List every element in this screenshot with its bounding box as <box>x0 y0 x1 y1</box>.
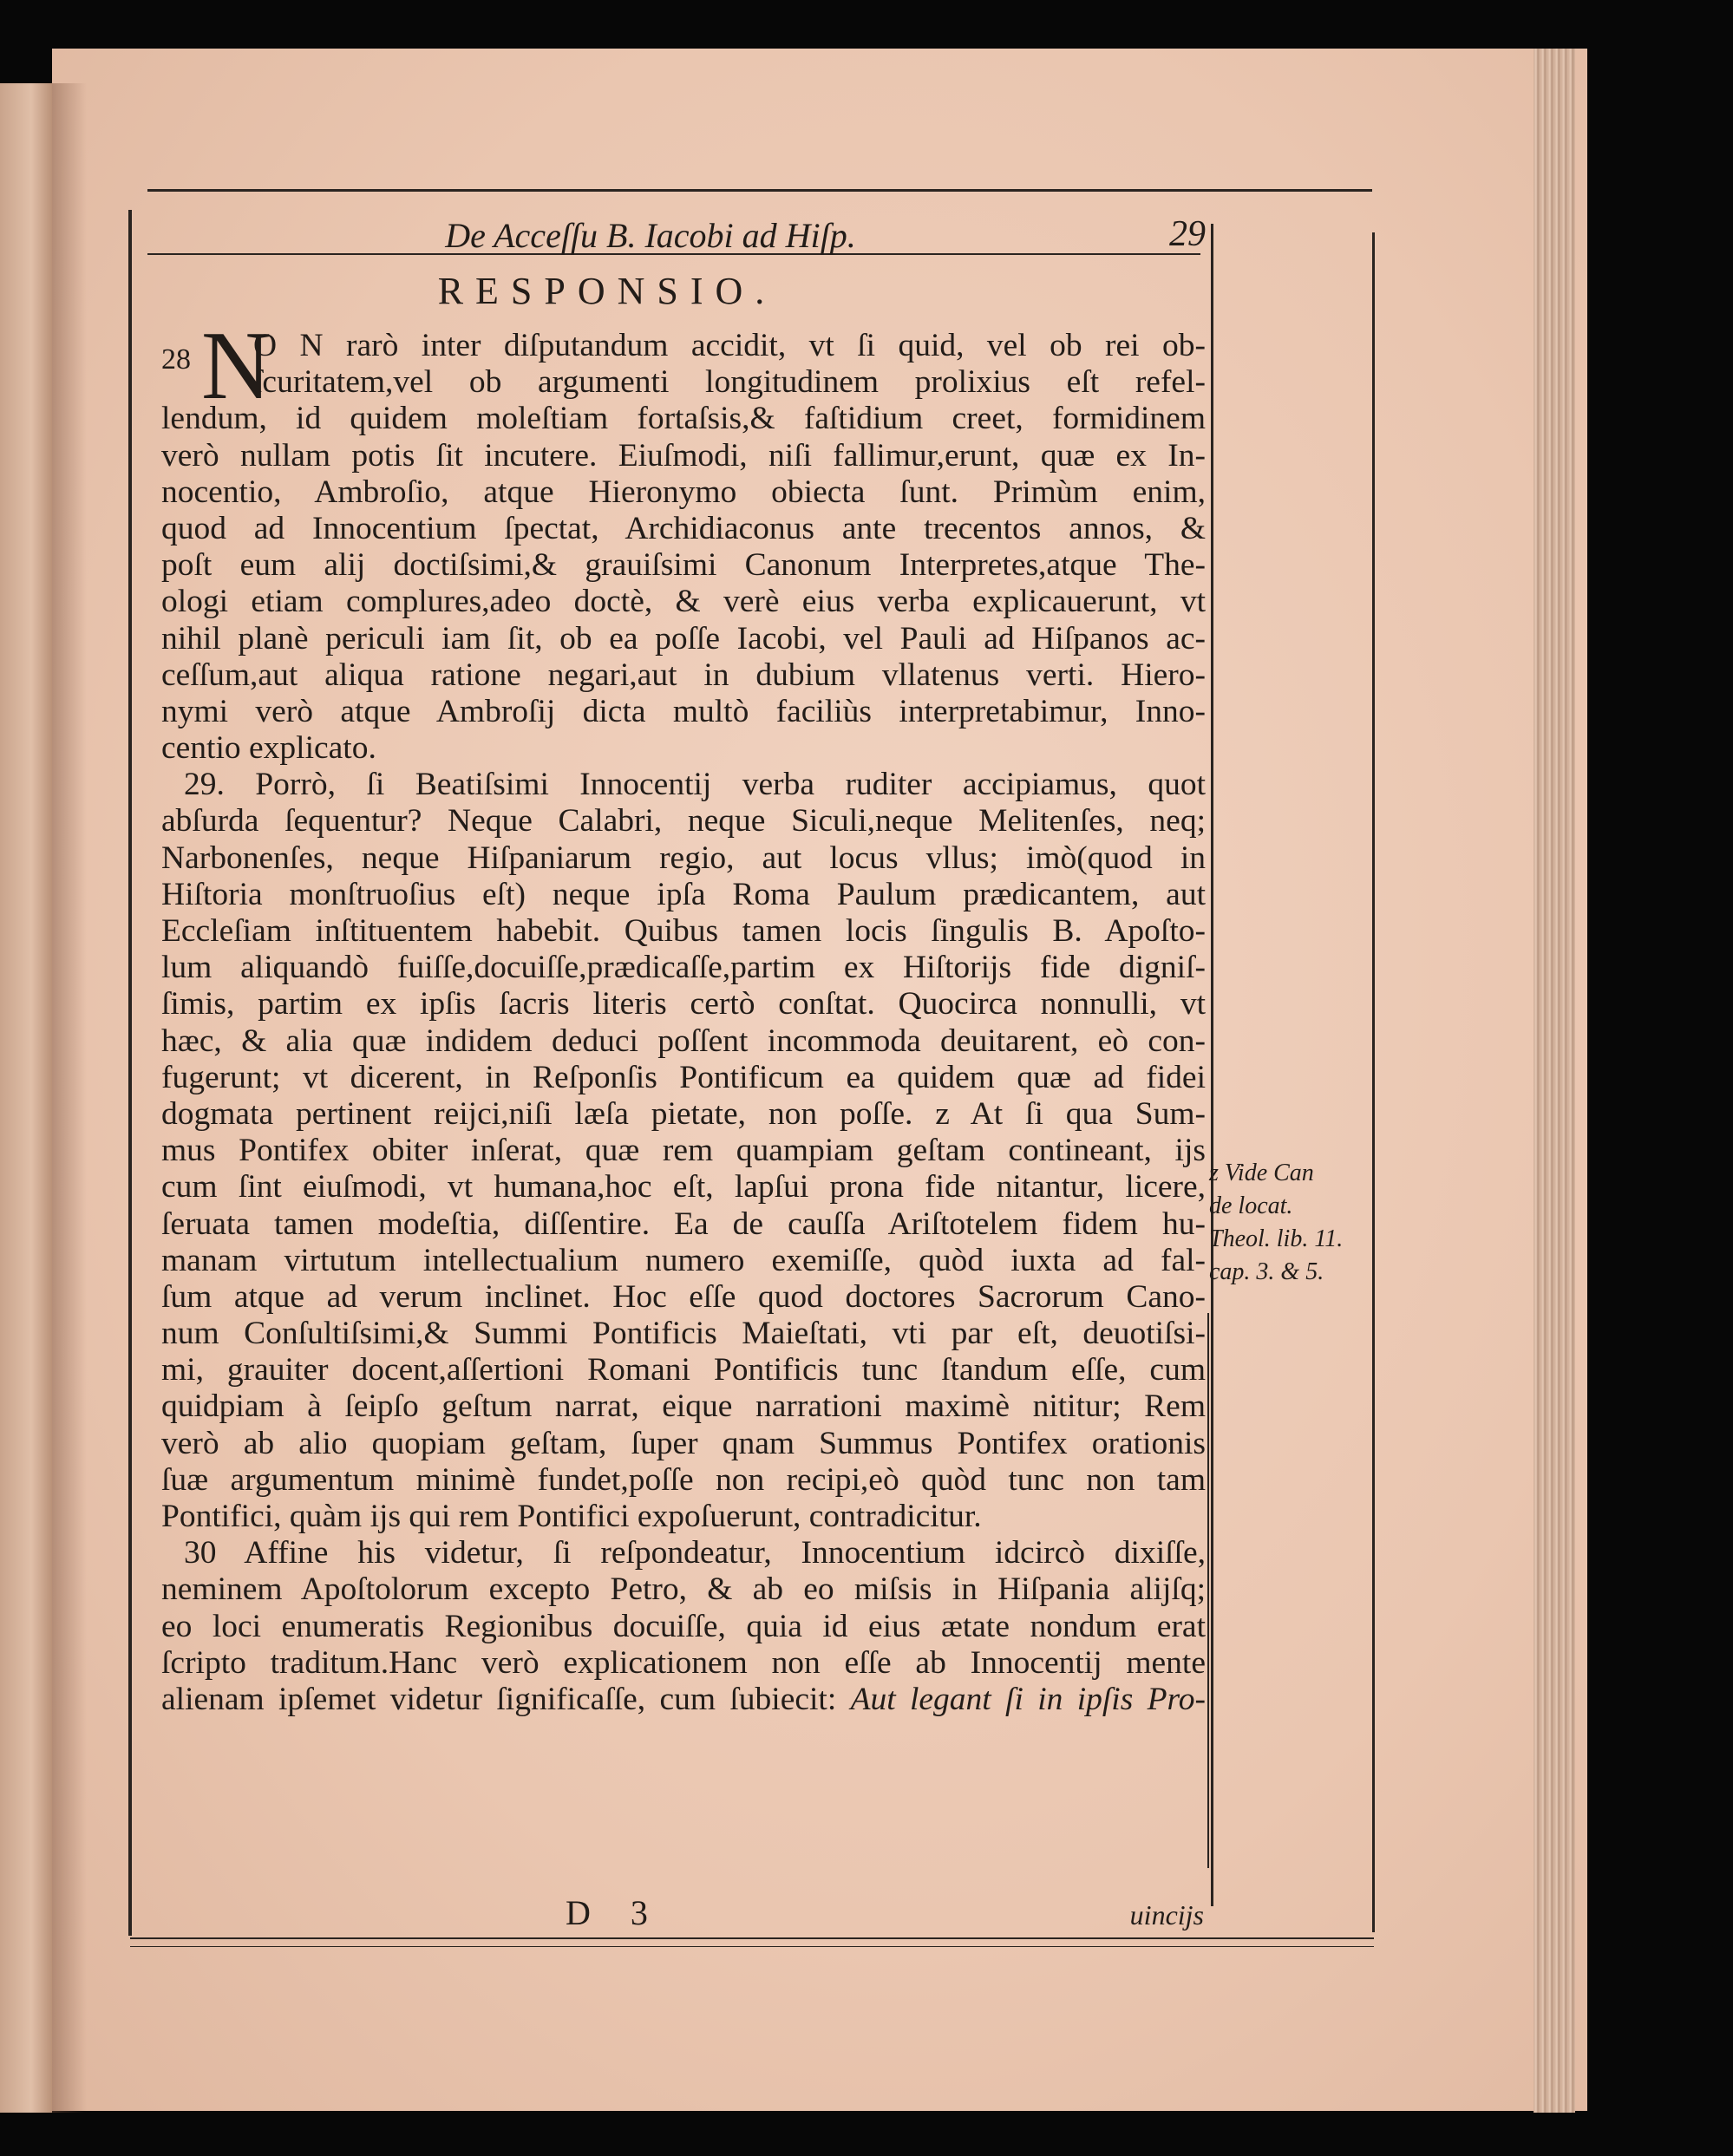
text-line: lum aliquandò fuiſſe,docuiſſe,prædicaſſe,partim ex Hiſtorijs fide digniſ- <box>161 950 1206 986</box>
footer-rule <box>130 1937 1374 1939</box>
text-line: poſt eum alij doctiſsimi,& grauiſsimi Canonum Interpretes,atque The- <box>161 547 1206 584</box>
text-line: centio explicato. <box>161 730 376 767</box>
text-line: nymi verò atque Ambroſij dicta multò faciliùs interpretabimur, Inno- <box>161 693 1206 729</box>
text-line: O N rarò inter diſputandum accidit, vt ſi quid, vel ob rei ob- <box>253 328 1206 363</box>
text-line: 30 Affine his videtur, ſi reſpondeatur, Innocentium idcircò dixiſſe, <box>184 1535 1206 1571</box>
text-line: neminem Apoſtolorum excepto Petro, & ab eo miſsis in Hiſpania alijſq; <box>161 1571 1206 1608</box>
text-line: abſurda ſequentur? Neque Calabri, neque Siculi,neque Melitenſes, neq; <box>161 803 1206 840</box>
section-title: RESPONSIO. <box>437 270 777 312</box>
text-line: manam virtutum intellectualium numero exemiſſe, quòd iuxta ad fal- <box>161 1242 1206 1278</box>
text-line: dogmata pertinent reijci,niſi læſa pietate, non poſſe. z At ſi qua Sum- <box>161 1095 1206 1132</box>
text-line: Narbonenſes, neque Hiſpaniarum regio, aut locus vllus; imò(quod in <box>161 840 1206 876</box>
text-line: ſeruata tamen modeſtia, diſſentire. Ea de cauſſa Ariſtotelem fidem hu- <box>161 1205 1206 1242</box>
text-line: Hiſtoria monſtruoſius eſt) neque ipſa Roma Paulum prædicantem, aut <box>161 876 1206 912</box>
text-line: verò ab alio quopiam geſtam, ſuper qnam Summus Pontifex orationis <box>161 1425 1206 1461</box>
text-line: 29. Porrò, ſi Beatiſsimi Innocentij verba ruditer accipiamus, quot <box>184 767 1206 803</box>
text-line: mi, grauiter docent,aſſertioni Romani Pontificis tunc ſtandum eſſe, cum <box>161 1352 1206 1388</box>
running-head: De Acceſſu B. Iacobi ad Hiſp. <box>445 216 856 255</box>
body-text <box>161 328 1206 1718</box>
marginal-note-line: cap. 3. & 5. <box>1209 1258 1324 1285</box>
text-line: mus Pontifex obiter inſerat, quæ rem quampiam geſtam contineant, ijs <box>161 1133 1206 1169</box>
marginal-note-line: Theol. lib. 11. <box>1209 1225 1344 1252</box>
left-page-edge <box>0 83 52 2113</box>
text-line: ſcuritatem,vel ob argumenti longitudinem prolixius eſt refel- <box>253 364 1206 401</box>
text-line: ceſſum,aut aliqua ratione negari,aut in dubium vllatenus verti. Hiero- <box>161 657 1206 693</box>
text-line-mixed <box>161 1682 1206 1718</box>
text-italic: Aut legant ſi in ipſis Pro- <box>850 1681 1206 1717</box>
text-line: eo loci enumeratis Regionibus docuiſſe, quia id eius ætate nondum erat <box>161 1608 1206 1644</box>
frame-right-rule <box>1211 224 1213 1906</box>
text-line: ſuæ argumentum minimè fundet,poſſe non recipi,eò quòd tunc non tam <box>161 1461 1206 1498</box>
page-number: 29 <box>1169 214 1206 254</box>
text-line: hæc, & alia quæ indidem deduci poſſent incommoda deuitarent, eò con- <box>161 1022 1206 1059</box>
marginal-note-line: z Vide Can <box>1209 1160 1314 1186</box>
page-gutter-shadow <box>52 83 87 2113</box>
text-line: ſcripto traditum.Hanc verò explicationem non eſſe ab Innocentij mente <box>161 1644 1206 1681</box>
paragraph-number: 28 <box>161 343 191 376</box>
marginal-note <box>1209 1157 1365 1289</box>
frame-top-rule <box>147 189 1372 192</box>
text-line: quidpiam à ſeipſo geſtum narrat, eique narrationi maximè nititur; Rem <box>161 1388 1206 1425</box>
text-line: ologi etiam complures,adeo doctè, & verè eius verba explicauerunt, vt <box>161 584 1206 620</box>
frame-outer-right-rule <box>1372 232 1375 1932</box>
text-line: Pontifici, quàm ijs qui rem Pontifici expoſuerunt, contradicitur. <box>161 1499 982 1534</box>
text-line: verò nullam potis ſit incutere. Eiuſmodi, niſi fallimur,erunt, quæ ex In- <box>161 437 1206 474</box>
text-line: nocentio, Ambroſio, atque Hieronymo obiecta ſunt. Primùm enim, <box>161 474 1206 510</box>
text-line: cum ſint eiuſmodi, vt humana,hoc eſt, lapſui prona fide nitantur, licere, <box>161 1169 1206 1205</box>
page-edges <box>1534 49 1575 2113</box>
drop-cap: N <box>201 312 271 420</box>
margin-note-rule <box>1207 1313 1209 1868</box>
text-line: quod ad Innocentium ſpectat, Archidiaconus ante trecentos annos, & <box>161 510 1206 546</box>
frame-left-rule <box>128 210 132 1936</box>
signature-mark: D 3 <box>566 1893 664 1932</box>
text-line: nihil planè periculi iam ſit, ob ea poſſe Iacobi, vel Pauli ad Hiſpanos ac- <box>161 620 1206 657</box>
text-line: fugerunt; vt dicerent, in Reſponſis Pontificum ea quidem quæ ad fidei <box>161 1059 1206 1095</box>
marginal-note-line: de locat. <box>1209 1192 1293 1219</box>
footer-rule-thin <box>130 1946 1374 1947</box>
text-roman: alienam ipſemet videtur ſignificaſſe, cum ſubiecit: <box>161 1681 837 1717</box>
text-line: lendum, id quidem moleſtiam fortaſsis,& faſtidium creet, formidinem <box>161 401 1206 437</box>
text-line: ſimis, partim ex ipſis ſacris literis certò conſtat. Quocirca nonnulli, vt <box>161 986 1206 1022</box>
text-line: Eccleſiam inſtituentem habebit. Quibus tamen locis ſingulis B. Apoſto- <box>161 913 1206 949</box>
catchword: uincijs <box>1129 1899 1204 1931</box>
text-line: num Conſultiſsimi,& Summi Pontificis Maieſtati, vti par eſt, deuotiſsi- <box>161 1316 1206 1352</box>
text-line: ſum atque ad verum inclinet. Hoc eſſe quod doctores Sacrorum Cano- <box>161 1278 1206 1315</box>
